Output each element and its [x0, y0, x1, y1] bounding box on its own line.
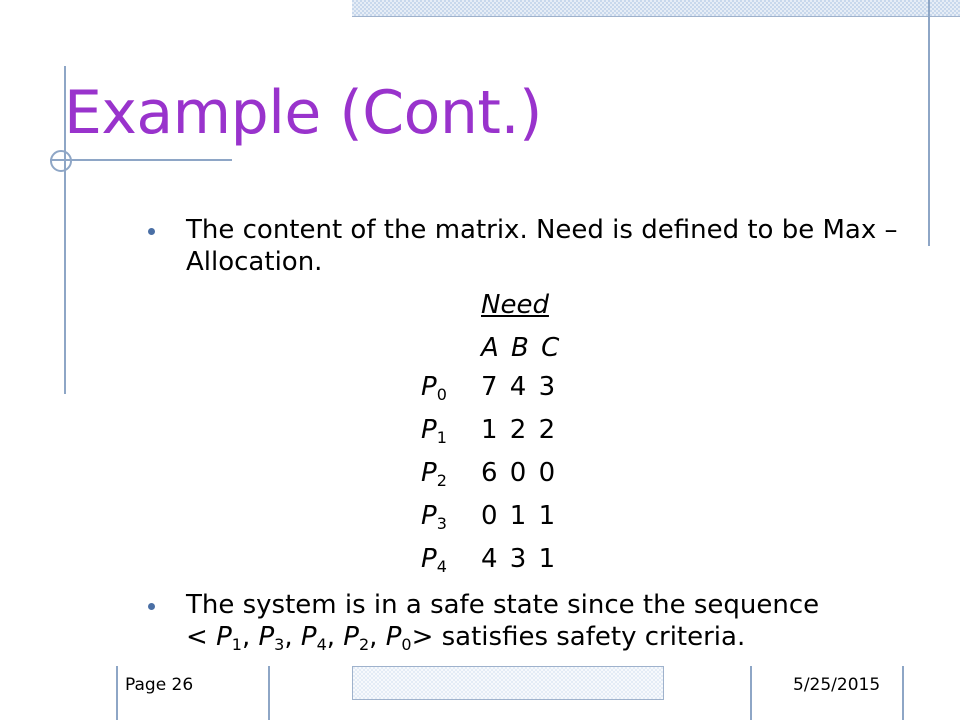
bullet-text: The content of the matrix. Need is defined to be Max – Allocation. [186, 215, 898, 277]
process-label: $P_1$ [421, 415, 447, 447]
top-decoration-bar [352, 0, 960, 16]
slide-date: 5/25/2015 [793, 675, 881, 695]
footer-center-strip [352, 666, 664, 700]
process-need-values: 0 1 1 [481, 501, 556, 531]
process-label: $P_0$ [421, 372, 447, 404]
matrix-column-headers: A B C [481, 333, 560, 363]
process-label: $P_2$ [421, 458, 447, 490]
title-underline-rule [50, 159, 232, 161]
bullet-dot-icon [148, 228, 155, 235]
process-need-values: 4 3 1 [481, 544, 556, 574]
right-vertical-rule [928, 0, 930, 246]
top-decoration-edge [352, 16, 960, 17]
bullet-item-safe-state [148, 589, 908, 661]
process-label: $P_3$ [421, 501, 447, 533]
bullet-text [186, 589, 908, 661]
page-number: Page 26 [125, 675, 194, 695]
slide-title: Example (Cont.) [64, 78, 542, 148]
bullet-outro-text: satisfies safety criteria. [433, 622, 746, 652]
process-need-values: 1 2 2 [481, 415, 556, 445]
bullet-item-need-definition [148, 214, 908, 278]
safe-sequence: < $P_1$, $P_3$, $P_4$, $P_2$, $P_0>$ [186, 622, 434, 654]
process-need-values: 7 4 3 [481, 372, 556, 402]
footer-right-rule-2 [902, 666, 904, 720]
footer-left-rule [116, 666, 118, 720]
corner-circle-ornament [50, 150, 72, 172]
bullet-dot-icon [148, 603, 155, 610]
bullet-intro-text: The system is in a safe state since the sequence [186, 590, 820, 620]
footer-left-rule-2 [268, 666, 270, 720]
footer-right-rule [750, 666, 752, 720]
process-label: $P_4$ [421, 544, 447, 576]
process-need-values: 6 0 0 [481, 458, 556, 488]
matrix-heading: Need [481, 290, 549, 320]
